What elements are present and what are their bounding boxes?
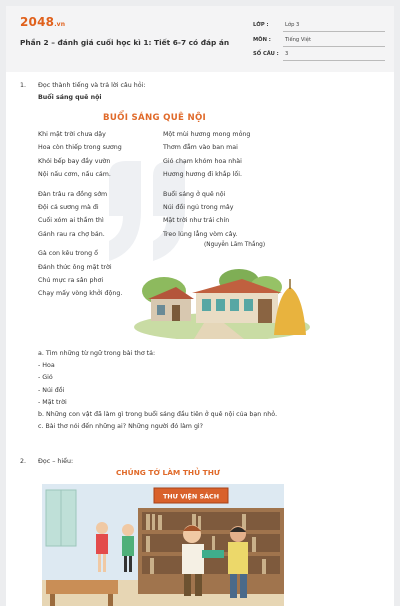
question-count-label: SỐ CÂU :: [253, 51, 279, 57]
worksheet-header: [6, 6, 394, 72]
poem-line: Chú mực ra sân phơi: [38, 277, 104, 284]
poem-line: Gà con kêu trong ổ: [38, 250, 98, 258]
poem-line: Đánh thức ông mặt trời: [38, 263, 112, 271]
question-2-instruction: Đọc – hiểu:: [38, 458, 74, 465]
question-line: - Gió: [38, 374, 53, 382]
poem-line: Nội nấu cơm, nấu cám.: [38, 171, 111, 179]
question-line: a. Tìm những từ ngữ trong bài thơ tả:: [38, 350, 156, 357]
poem-line: Mặt trời như trái chín: [163, 217, 230, 225]
poem-line: Đội cả sương mà đi: [38, 204, 99, 211]
question-2-number: 2.: [20, 458, 27, 465]
poem-line: Chạy mấy vòng khởi động.: [38, 290, 123, 298]
poem-line: Đàn trâu ra đồng sớm: [38, 190, 108, 198]
poem-line: Hương hương đi khắp lối.: [163, 171, 242, 179]
poem-line: Treo lủng lẳng vòm cây.: [163, 230, 238, 238]
question-line: - Hoa: [38, 362, 55, 370]
question-1-number: 1.: [20, 82, 27, 89]
poem-line: Thơm đẫm vào ban mai: [163, 144, 238, 152]
library-sign: THƯ VIỆN SÁCH: [162, 492, 220, 501]
page-title: Phần 2 – đánh giá cuối học kì 1: Tiết 6-7 có đáp án: [20, 38, 230, 47]
question-line: b. Những con vật đã làm gì trong buổi sáng đầu tiên ở quê nội của bạn nhỏ.: [38, 411, 278, 418]
poem-line: Một mùi hương mong mỏng: [163, 131, 251, 138]
grade-label: LỚP :: [253, 22, 269, 28]
library-illustration: [42, 484, 284, 606]
question-count-value: 3: [285, 51, 289, 57]
subject-value: Tiếng Việt: [285, 37, 311, 43]
poem-heading: Buổi sáng quê nội: [38, 94, 102, 101]
poem-line: Khi mặt trời chưa dậy: [38, 131, 106, 138]
subject-label: MÔN :: [253, 37, 271, 43]
passage-title: CHÚNG TỚ LÀM THỦ THƯ: [116, 468, 221, 477]
poem-line: Buổi sáng ở quê nội: [163, 190, 226, 198]
poem-line: Núi đồi ngủ trong mây: [163, 204, 234, 211]
grade-value: Lớp 3: [285, 22, 300, 28]
site-logo[interactable]: 2048.vn: [20, 15, 66, 29]
poem-line: Cuối xóm ai thầm thì: [38, 217, 104, 225]
village-illustration: [134, 261, 310, 339]
poem-title: BUỔI SÁNG QUÊ NỘI: [103, 113, 207, 123]
question-line: - Mặt trời: [38, 398, 67, 406]
question-1-instruction: Đọc thành tiếng và trả lời câu hỏi:: [38, 82, 146, 89]
poem-line: Gió chạm khóm hoa nhài: [163, 157, 242, 165]
question-line: - Núi đồi: [38, 386, 65, 394]
poem-line: Hoa còn thiếp trong sương: [38, 144, 122, 152]
worksheet-page: [6, 6, 394, 606]
question-line: c. Bài thơ nói đến những ai? Những người đó làm gì?: [38, 423, 204, 431]
poem-author: (Nguyễn Lãm Thắng): [204, 242, 266, 248]
poem-line: Khói bếp bay đầy vườn: [38, 157, 111, 165]
poem-line: Gánh rau ra chợ bán.: [38, 230, 105, 238]
